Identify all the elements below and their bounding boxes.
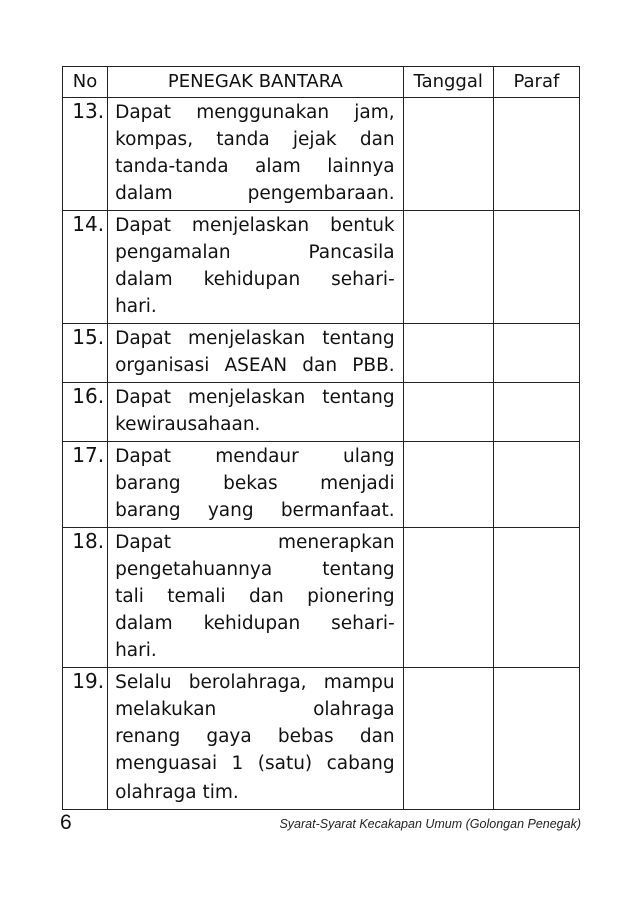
row-number: 15.: [63, 324, 108, 383]
row-number: 17.: [63, 442, 108, 528]
signature-cell: [493, 668, 579, 810]
row-number: 18.: [63, 528, 108, 668]
description-line: pengetahuannya tentang: [115, 559, 395, 580]
description-line: hari.: [115, 640, 157, 661]
header-date: Tanggal: [403, 67, 493, 98]
date-cell: [403, 528, 493, 668]
row-description: [108, 383, 404, 442]
signature-cell: [493, 442, 579, 528]
signature-cell: [493, 98, 579, 211]
row-number: 16.: [63, 383, 108, 442]
header-description: PENEGAK BANTARA: [108, 67, 404, 98]
description-line: Dapat mendaur ulang: [115, 446, 395, 467]
date-cell: [403, 383, 493, 442]
description-line: Dapat menerapkan: [115, 532, 395, 553]
table-row: [63, 528, 580, 668]
page-number: 6: [60, 811, 72, 834]
description-line: Dapat menjelaskan tentang: [115, 387, 395, 408]
description-line: menguasai 1 (satu) cabang: [115, 753, 395, 774]
book-title: Syarat-Syarat Kecakapan Umum (Golongan Penegak): [279, 817, 581, 831]
row-description: [108, 668, 404, 810]
description-line: pengamalan Pancasila: [115, 242, 395, 263]
row-description: [108, 442, 404, 528]
signature-cell: [493, 324, 579, 383]
table-row: [63, 324, 580, 383]
signature-cell: [493, 383, 579, 442]
description-line: Dapat menggunakan jam,: [115, 102, 395, 123]
description-line: melakukan olahraga: [115, 699, 395, 720]
row-number: 14.: [63, 211, 108, 324]
table-header-row: [63, 67, 580, 98]
description-line: Dapat menjelaskan bentuk: [115, 215, 395, 236]
row-description: [108, 528, 404, 668]
table-row: [63, 98, 580, 211]
row-number: 19.: [63, 668, 108, 810]
row-number: 13.: [63, 98, 108, 211]
table-row: [63, 442, 580, 528]
description-line: barang bekas menjadi: [115, 473, 395, 494]
header-signature: Paraf: [493, 67, 579, 98]
description-line: kompas, tanda jejak dan: [115, 129, 395, 150]
description-line: dalam pengembaraan.: [115, 183, 395, 204]
description-line: olahraga tim.: [115, 782, 239, 803]
description-line: Dapat menjelaskan tentang: [115, 328, 395, 349]
table-row: [63, 668, 580, 810]
signature-cell: [493, 528, 579, 668]
signature-cell: [493, 211, 579, 324]
description-line: barang yang bermanfaat.: [115, 500, 395, 521]
row-description: [108, 98, 404, 211]
row-description: [108, 211, 404, 324]
skill-checklist-table: [62, 66, 580, 810]
description-line: kewirausahaan.: [115, 414, 261, 435]
description-line: Selalu berolahraga, mampu: [115, 672, 395, 693]
table-body: [63, 98, 580, 810]
header-no: No: [63, 67, 108, 98]
date-cell: [403, 324, 493, 383]
row-description: [108, 324, 404, 383]
description-line: tali temali dan pionering: [115, 586, 395, 607]
date-cell: [403, 98, 493, 211]
date-cell: [403, 211, 493, 324]
date-cell: [403, 442, 493, 528]
date-cell: [403, 668, 493, 810]
description-line: renang gaya bebas dan: [115, 726, 395, 747]
description-line: hari.: [115, 296, 157, 317]
description-line: dalam kehidupan sehari-: [115, 269, 395, 290]
table-row: [63, 383, 580, 442]
description-line: organisasi ASEAN dan PBB.: [115, 355, 395, 376]
description-line: dalam kehidupan sehari-: [115, 613, 395, 634]
description-line: tanda-tanda alam lainnya: [115, 156, 395, 177]
table-row: [63, 211, 580, 324]
